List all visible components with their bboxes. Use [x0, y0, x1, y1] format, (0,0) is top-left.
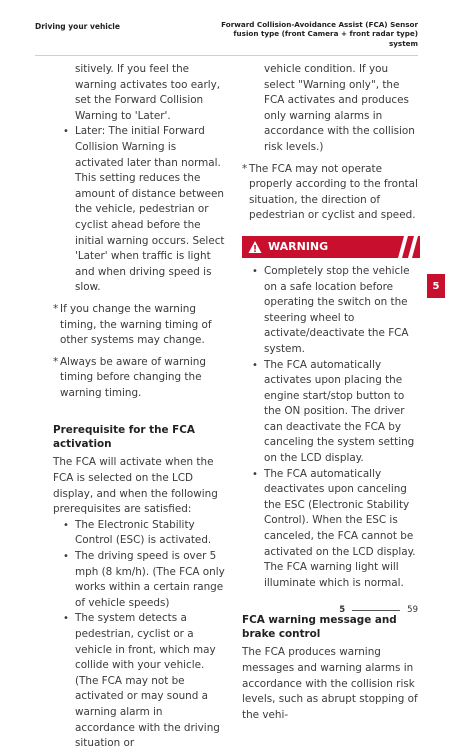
bullet-icon: •: [63, 551, 69, 563]
header-divider: [35, 55, 418, 56]
note-item: [242, 162, 420, 224]
bullet-text: Completely stop the vehicle on a safe location before operating the switch on the steering wheel to activate/deactivate the FCA system.: [264, 264, 410, 355]
bullet-text: Later: The initial Forward Collision Warning is activated later than normal. This setting reduces the amount of distance between the vehicle, pedestrian or cyclist ahead before the initial warning occurs. Select 'Later' when traffic is light and when driving speed is slow.: [75, 125, 225, 294]
note-text: The FCA may not operate properly according to the frontal situation, the direction of pedestrian or cyclist and speed.: [249, 162, 418, 222]
bullet-icon: •: [252, 359, 258, 371]
note-text: If you change the warning timing, the warning timing of other systems may change.: [60, 302, 212, 347]
list-item: [252, 358, 420, 467]
asterisk-icon: *: [53, 302, 59, 315]
page-number: 59: [407, 605, 418, 615]
bullet-text: The FCA automatically deactivates upon canceling the ESC (Electronic Stability Control). When the ESC is canceled, the FCA cannot be activated on the LCD display. The FCA warning light will illuminate which is normal.: [264, 467, 416, 589]
list-item: [63, 518, 225, 549]
bullet-icon: •: [63, 519, 69, 531]
bullet-text: The FCA automatically activates upon placing the engine start/stop button to the ON position. The driver can deactivate the FCA by canceling the system setting on the LCD display.: [264, 358, 415, 465]
page-footer: [339, 605, 418, 615]
list-item: [63, 124, 225, 296]
note-text: Always be aware of warning timing before changing the warning timing.: [60, 355, 206, 399]
section-title: FCA warning message and brake control: [242, 614, 397, 641]
asterisk-icon: *: [53, 355, 59, 368]
warning-stripes-icon: [390, 236, 420, 258]
list-item: [63, 549, 225, 611]
right-column: [242, 62, 420, 723]
bullet-icon: •: [63, 126, 69, 138]
chapter-tab: 5: [427, 274, 445, 298]
bullet-icon: •: [252, 265, 258, 277]
continued-text: sitively. If you feel the warning activates too early, set the Forward Collision Warning to 'Later'.: [75, 63, 221, 122]
footer-divider: [352, 610, 400, 611]
bullet-text: The driving speed is over 5 mph (8 km/h). (The FCA only works within a certain range of vehicle speeds): [75, 550, 225, 609]
warning-banner: [242, 236, 420, 258]
running-header-left: Driving your vehicle: [35, 22, 120, 31]
bullet-text: The Electronic Stability Control (ESC) is activated.: [75, 518, 212, 547]
warning-triangle-icon: [248, 240, 262, 254]
bullet-text: The system detects a pedestrian, cyclist or a vehicle in front, which may collide with your vehicle. (The FCA may not be activated or may sound a warning alarm in accordance with the driving situation or: [75, 612, 220, 750]
section-title: Prerequisite for the FCA activation: [53, 424, 195, 451]
left-column: [53, 62, 225, 752]
continued-text: vehicle condition. If you select "Warning only", the FCA activates and produces only warning alarms in accordance with the collision risk levels.): [264, 63, 415, 153]
bullet-icon: •: [63, 613, 69, 625]
list-item: [252, 467, 420, 592]
bullet-icon: •: [252, 468, 258, 480]
asterisk-icon: *: [242, 162, 248, 175]
footer-chapter: 5: [339, 605, 346, 615]
list-item: [63, 611, 225, 751]
section-intro: The FCA produces warning messages and warning alarms in accordance with the collision risk levels, such as abrupt stopping of the vehi-: [242, 646, 418, 721]
section-intro: The FCA will activate when the FCA is selected on the LCD display, and when the following prerequisites are satisfied:: [53, 456, 218, 516]
note-item: [53, 355, 225, 402]
note-item: [53, 302, 225, 349]
list-item: [252, 264, 420, 358]
running-header-right: Forward Collision-Avoidance Assist (FCA) Sensor fusion type (front Camera + front radar type) system: [221, 20, 418, 48]
warning-label: WARNING: [268, 240, 329, 254]
